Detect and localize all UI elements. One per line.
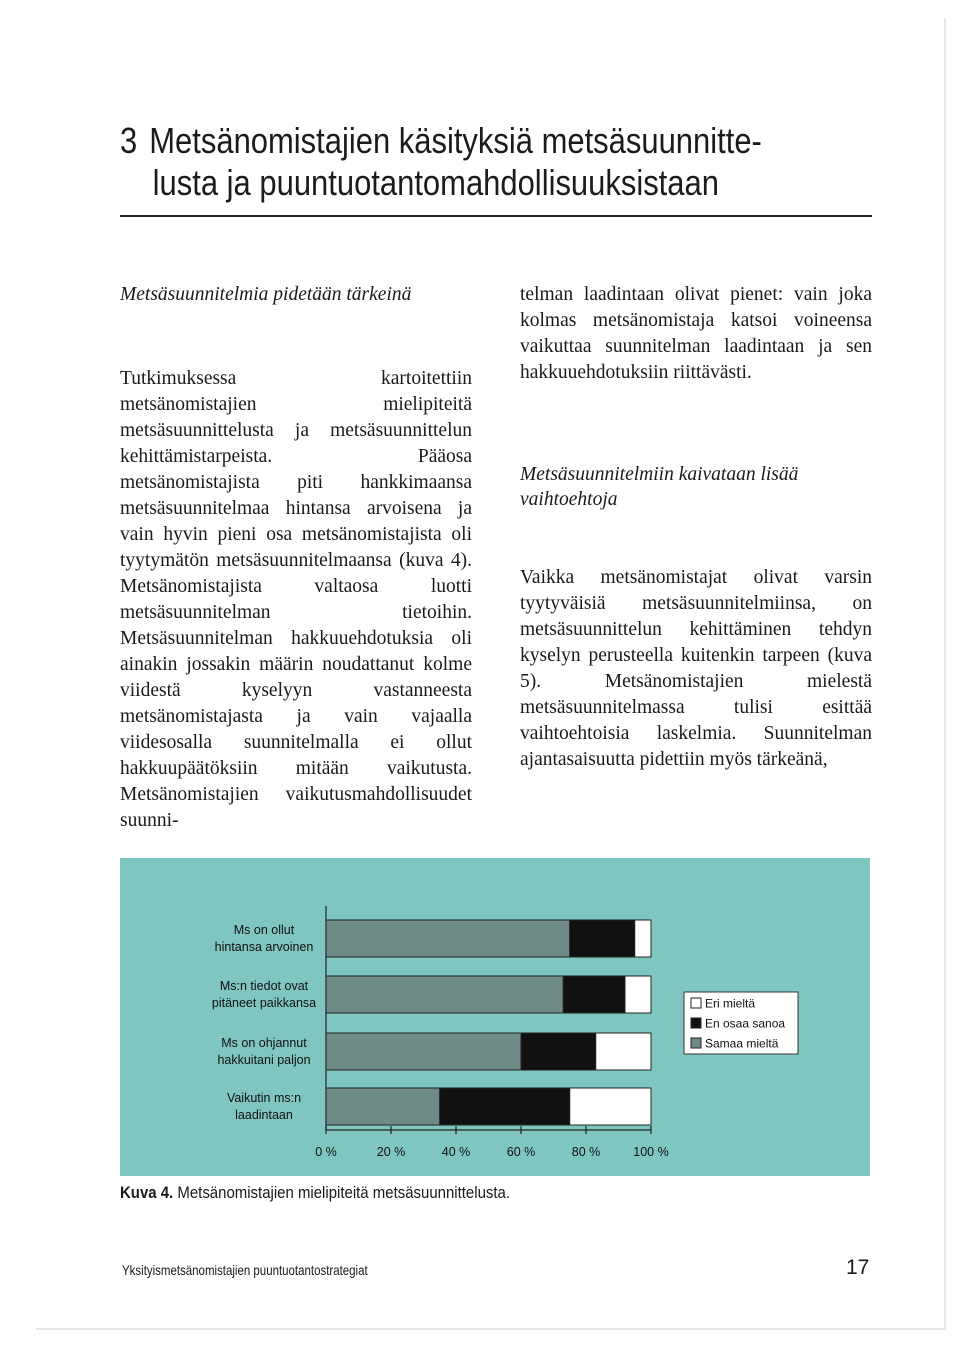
chapter-heading xyxy=(120,120,774,204)
bar-segment xyxy=(570,1088,651,1125)
category-label: Vaikutin ms:n xyxy=(226,1091,302,1105)
heading-text-1: Metsänomistajien käsityksiä metsäsuunnitte- xyxy=(149,120,762,161)
legend-label: En osaa sanoa xyxy=(705,1016,786,1031)
caption-label: Kuva 4. xyxy=(120,1183,174,1202)
x-tick-label: 60 % xyxy=(506,1145,536,1159)
right-paragraph-1: telman laadintaan olivat pienet: vain joka kolmas metsänomistaja katsoi voineensa vaikuttaa suunnitelman laadintaan ja sen hakkuuehdotuksiin riittävästi. xyxy=(520,284,872,383)
bar-segment xyxy=(521,1033,596,1070)
bar-segment xyxy=(326,920,570,957)
x-tick-label: 0 % xyxy=(315,1145,337,1159)
figure-caption xyxy=(120,1183,510,1203)
bar-segment xyxy=(625,976,651,1013)
legend-swatch xyxy=(691,1018,701,1028)
right-subheading: Metsäsuunnitelmiin kaivataan lisää vaihtoehtoja xyxy=(520,464,799,510)
bar-segment xyxy=(570,920,635,957)
bar-segment xyxy=(440,1088,570,1125)
category-label: laadintaan xyxy=(235,1108,293,1122)
heading-line-1 xyxy=(120,120,774,162)
bar-segment xyxy=(596,1033,651,1070)
category-label: hakkuitani paljon xyxy=(217,1053,311,1067)
bar-segment xyxy=(635,920,651,957)
left-subheading: Metsäsuunnitelmia pidetään tärkeinä xyxy=(120,284,412,305)
figure-4 xyxy=(120,858,870,1176)
right-column xyxy=(520,282,872,773)
legend-swatch xyxy=(691,1038,701,1048)
chapter-number: 3 xyxy=(120,120,138,161)
x-tick-label: 100 % xyxy=(633,1145,669,1159)
category-label: Ms on ollut xyxy=(233,923,295,937)
bar-segment xyxy=(326,1033,521,1070)
caption-text: Metsänomistajien mielipiteitä metsäsuunnittelusta. xyxy=(177,1183,511,1202)
left-column xyxy=(120,282,472,834)
heading-rule xyxy=(120,215,872,217)
right-paragraph-2: Vaikka metsänomistajat olivat varsin tyytyväisiä metsäsuunnitelmiinsa, on metsäsuunnittelun kehittäminen tehdyn kyselyn perusteella kuitenkin tarpeen (kuva 5). Metsänomistajien mielestä metsäsuunnitelmassa tulisi esittää vaihtoehtoisia laskelmia. Suunnitelman ajantasaisuutta pidettiin myös tärkeänä, xyxy=(520,567,872,770)
x-tick-label: 40 % xyxy=(441,1145,471,1159)
category-label: Ms:n tiedot ovat xyxy=(219,979,309,993)
left-paragraph: Tutkimuksessa kartoitettiin metsänomistajien mielipiteitä metsäsuunnittelusta ja metsäsuunnittelun kehittämistarpeista. Pääosa metsänomistajista piti hankkimaansa metsäsuunnitelmaa hintansa arvoisena ja vain hyvin pieni osa metsänomistajista oli tyytymätön metsäsuunnitelmaansa (kuva 4). Metsänomistajista valtaosa luotti metsäsuunnitelman tietoihin. Metsäsuunnitelman hakkuuehdotuksia oli ainakin jossakin määrin noudattanut kolme viidestä kyselyyn vastanneesta metsänomistajasta ja vain vajaalla viidesosalla suunnitelmalla ei ollut hakkuupäätöksiin mitään vaikutusta. Metsänomistajien vaikutusmahdollisuudet suunni- xyxy=(120,368,472,831)
category-label: pitäneet paikkansa xyxy=(211,996,317,1010)
legend-label: Samaa mieltä xyxy=(705,1036,779,1051)
page-number: 17 xyxy=(846,1256,870,1279)
bar-segment xyxy=(326,976,563,1013)
legend-label: Eri mieltä xyxy=(705,996,756,1011)
category-label: hintansa arvoinen xyxy=(214,940,314,954)
x-tick-label: 80 % xyxy=(571,1145,601,1159)
running-footer: Yksityismetsänomistajien puuntuotantostrategiat xyxy=(122,1262,368,1278)
category-label: Ms on ohjannut xyxy=(221,1036,307,1050)
legend-swatch xyxy=(691,998,701,1008)
heading-line-2: lusta ja puuntuotantomahdollisuuksistaan xyxy=(152,162,719,203)
x-tick-label: 20 % xyxy=(376,1145,406,1159)
bar-segment xyxy=(563,976,625,1013)
bar-segment xyxy=(326,1088,440,1125)
stacked-bar-chart xyxy=(120,858,870,1176)
